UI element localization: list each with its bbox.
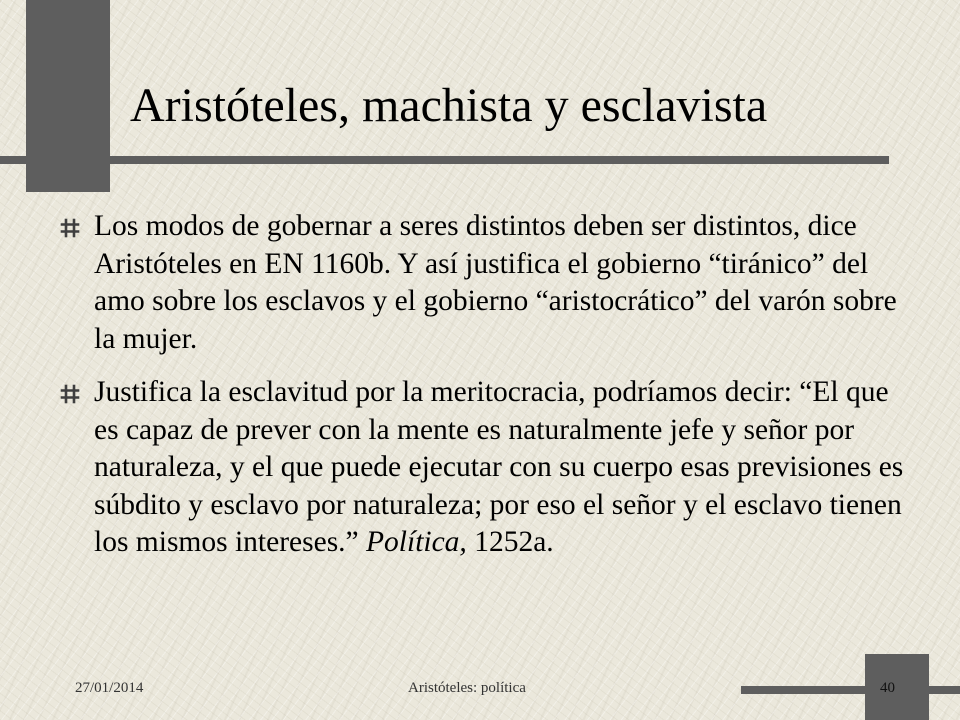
footer-title: Aristóteles: política xyxy=(408,680,526,696)
bullet-text-2: Justifica la esclavitud por la meritocracia, podríamos decir: “El que es capaz de prever con la mente es naturalmente jefe y señor por naturaleza, y el que puede ejecutar con su cuerpo esas previsiones es súbdito y esclavo por naturaleza; por eso el señor y el esclavo tienen los mismos intereses.” xyxy=(94,376,904,558)
bullet-text-1: Los modos de gobernar a seres distintos deben ser distintos, dice Aristóteles en EN 1160b. Y así justifica el gobierno “tiránico” del amo sobre los esclavos y el gobierno “aristocrático” del varón sobre la mujer. xyxy=(94,210,897,355)
title-underline-bar xyxy=(0,156,889,164)
hash-bullet-icon xyxy=(60,218,80,238)
slide-title: Aristóteles, machista y esclavista xyxy=(130,79,768,132)
footer-bar xyxy=(741,686,960,694)
footer-date: 27/01/2014 xyxy=(75,680,144,696)
source-reference: 1252a. xyxy=(466,526,554,558)
hash-bullet-icon xyxy=(60,384,80,404)
bullet-list xyxy=(60,208,920,578)
source-title: Política, xyxy=(366,526,467,558)
bullet-item-2 xyxy=(60,374,920,562)
page-number: 40 xyxy=(880,680,895,696)
bullet-item-1 xyxy=(60,208,920,358)
